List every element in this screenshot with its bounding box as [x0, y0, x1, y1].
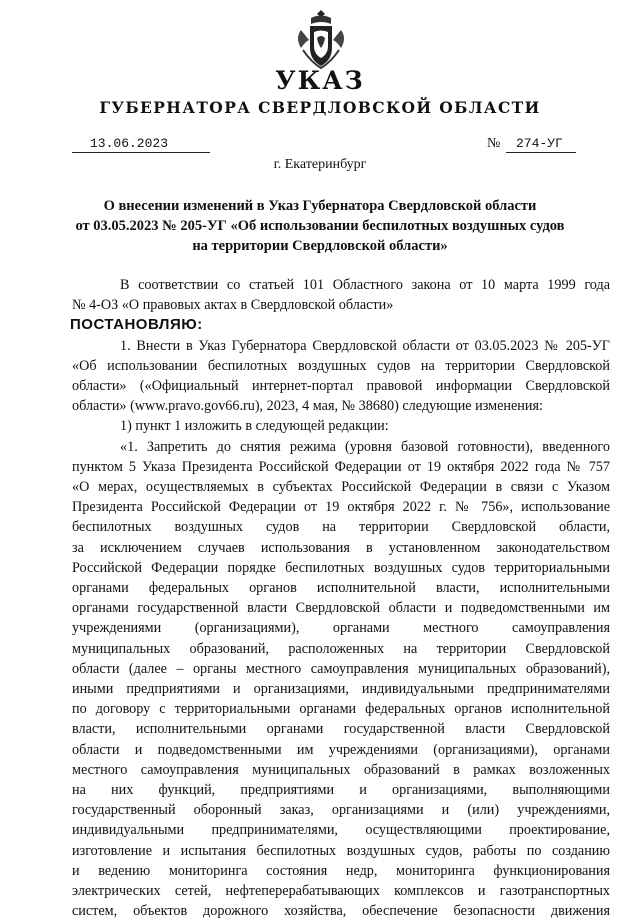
body-line: «О мерах, осуществляемых в субъектах Российской Федерации в связи с Указом: [72, 479, 610, 496]
number-sign: №: [487, 136, 501, 151]
document-subject: [60, 196, 580, 256]
body-line: пунктом 5 Указа Президента Российской Федерации от 19 октября 2022 года № 757: [72, 458, 610, 475]
body-line: по договору с территориальными органами федеральных органов исполнительной: [72, 701, 610, 718]
subject-line: на территории Свердловской области»: [192, 238, 448, 254]
coat-of-arms-icon: [295, 8, 347, 70]
body-line: № 4-ОЗ «О правовых актах в Свердловской области»: [72, 297, 394, 314]
body-line: иными предприятиями и организациями, индивидуальными предпринимателями: [72, 681, 610, 698]
subject-line: О внесении изменений в Указ Губернатора Свердловской области: [103, 198, 537, 214]
document-issuer: ГУБЕРНАТОРА СВЕРДЛОВСКОЙ ОБЛАСТИ: [99, 98, 541, 117]
body-line: государственный оборонный заказ, организациями и (или) учреждениями,: [72, 802, 610, 819]
postanov-label: ПОСТАНОВЛЯЮ:: [70, 316, 203, 334]
body-line: области (далее – органы местного самоуправления муниципальных образований),: [72, 660, 610, 677]
body-line: 1. Внести в Указ Губернатора Свердловской области от 03.05.2023 № 205-УГ: [120, 337, 610, 354]
document-date: 13.06.2023: [72, 136, 210, 153]
body-line: 1) пункт 1 изложить в следующей редакции:: [120, 418, 389, 435]
subject-line: от 03.05.2023 № 205-УГ «Об использовании беспилотных воздушных судов: [75, 218, 565, 234]
body-line: на них функций, предприятиями и организациями, выполняющими: [72, 782, 610, 799]
body-line: «Об использовании беспилотных воздушных судов на территории Свердловской: [72, 357, 610, 374]
paragraph-1-cont: [72, 356, 610, 417]
paragraph-1: [72, 336, 610, 356]
body-line: органами федеральных органов исполнительной власти, исполнительными: [72, 580, 610, 597]
body-line: «1. Запретить до снятия режима (уровня базовой готовности), введенного: [120, 438, 610, 455]
body-line: области» («Официальный интернет-портал правовой информации Свердловской: [72, 378, 610, 395]
body-line: органами государственной власти Свердловской области и подведомственными им: [72, 600, 610, 617]
body-line: Российской Федерации порядке беспилотных воздушных судов территориальными: [72, 559, 610, 576]
postanov-heading: [72, 315, 610, 335]
body-line: В соответствии со статьей 101 Областного закона от 10 марта 1999 года: [120, 277, 610, 293]
body-line: области и подведомственными им учреждениями (организациями), органами: [72, 741, 610, 758]
body-line: и ведению мониторинга состояния недр, мониторинга функционирования: [72, 862, 610, 879]
document-city: г. Екатеринбург: [273, 157, 367, 172]
body-line: беспилотных воздушных судов на территории Свердловской области,: [72, 519, 610, 536]
body-line: за исключением случаев использования в установленном законодательством: [72, 539, 610, 556]
body-line: местного самоуправления муниципальных образований в рамках возложенных: [72, 761, 610, 778]
intro-paragraph-cont: [72, 295, 610, 315]
body-line: учреждениями (организациями), органами местного самоуправления: [72, 620, 610, 637]
paragraph-2: [72, 416, 610, 436]
body-line: Президента Российской Федерации от 19 октября 2022 г. № 756», использование: [72, 499, 610, 516]
document-body: [72, 275, 610, 922]
body-line: изготовление и испытания беспилотных воздушных судов, работы по созданию: [72, 842, 610, 859]
body-line: власти, исполнительными органами государственной власти Свердловской: [72, 721, 610, 738]
body-line: области» (www.pravo.gov66.ru), 2023, 4 мая, № 38680) следующие изменения:: [72, 398, 543, 415]
paragraph-3-cont: [72, 457, 610, 922]
intro-paragraph: [72, 275, 610, 295]
body-line: систем, объектов дорожного хозяйства, обеспечение безопасности движения: [72, 903, 610, 920]
body-line: индивидуальными предпринимателями, осуществляющими проектирование,: [72, 822, 610, 839]
document-number: 274-УГ: [506, 136, 576, 153]
document-title: УКАЗ: [275, 66, 365, 95]
body-line: муниципальных образований, расположенных на территории Свердловской: [72, 640, 610, 657]
body-line: электрических сетей, нефтеперерабатывающих комплексов и газотранспортных: [72, 883, 610, 900]
paragraph-3: [72, 437, 610, 457]
